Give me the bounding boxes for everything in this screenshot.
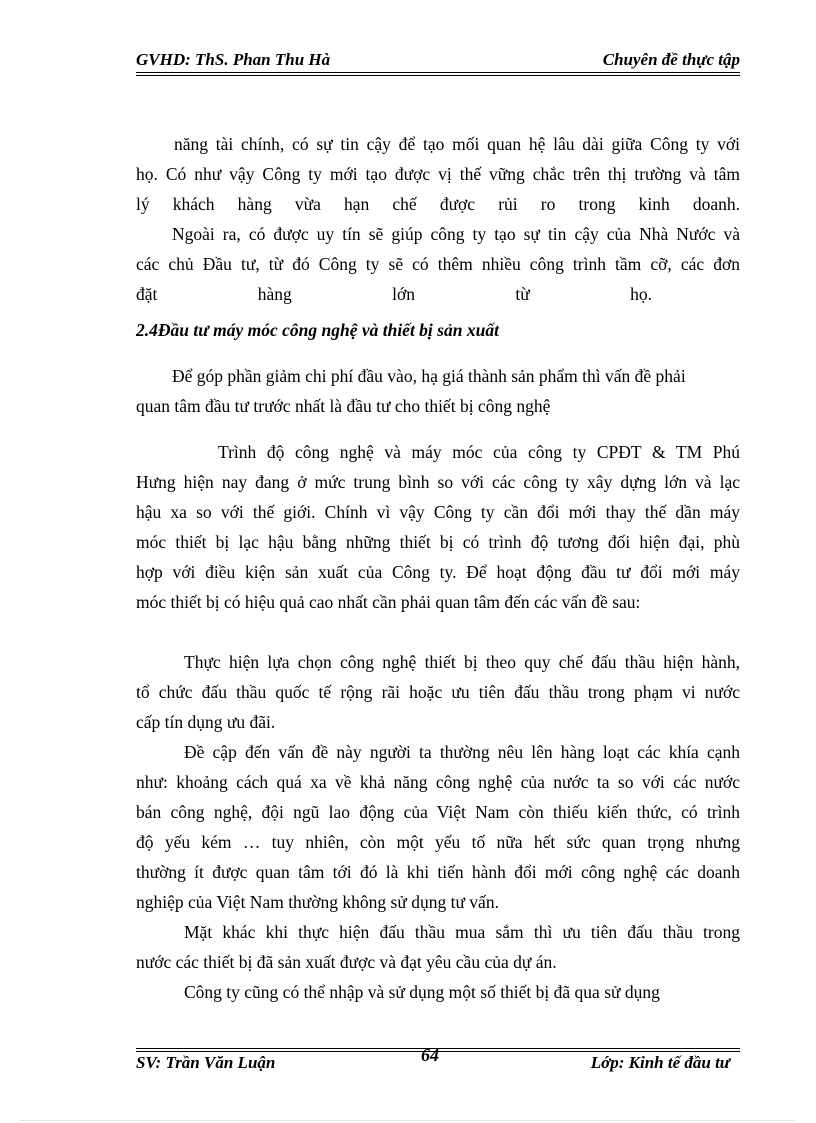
text-line: độ yếu kém … tuy nhiên, còn một yếu tố nữa hết sức quan trọng nhưng: [136, 832, 740, 852]
text-line: cấp tín dụng ưu đãi.: [136, 712, 276, 732]
text-line: hậu xa so với thế giới. Chính vì vậy Công ty cần đổi mới thay thế dần máy: [136, 502, 740, 522]
text-line: Mặt khác khi thực hiện đấu thầu mua sắm thì ưu tiên đấu thầu trong: [184, 922, 740, 942]
text-line: tổ chức đấu thầu quốc tế rộng rãi hoặc ưu tiên đấu thầu trong phạm vi nước: [136, 682, 740, 702]
page-header: [136, 46, 740, 72]
text-line: nước các thiết bị đã sản xuất được và đạt yêu cầu của dự án.: [136, 952, 557, 972]
text-line: bán công nghệ, đội ngũ lao động của Việt Nam còn thiếu kiến thức, có trình: [136, 802, 740, 822]
text-line: lý khách hàng vừa hạn chế được rủi ro trong kinh doanh.: [136, 194, 740, 214]
text-line: Trình độ công nghệ và máy móc của công ty CPĐT & TM Phú: [218, 442, 740, 462]
text-line: Đề cập đến vấn đề này người ta thường nêu lên hàng loạt các khía cạnh: [184, 742, 740, 762]
text-line: Ngoài ra, có được uy tín sẽ giúp công ty tạo sự tin cậy của Nhà Nước và: [172, 224, 740, 244]
text-line: Hưng hiện nay đang ở mức trung bình so với các công ty xây dựng lớn và lạc: [136, 472, 740, 492]
text-line: quan tâm đầu tư trước nhất là đầu tư cho thiết bị công nghệ: [136, 396, 551, 416]
text-line: thường ít được quan tâm tới đó là khi tiến hành đổi mới công nghệ các doanh: [136, 862, 740, 882]
footer-student: SV: Trần Văn Luận: [136, 1053, 276, 1072]
text-line: như: khoảng cách quá xa về khả năng công nghệ của nước ta so với các nước: [136, 772, 740, 792]
header-rule-2: [136, 75, 740, 76]
footer-class: Lớp: Kinh tế đầu tư: [590, 1053, 730, 1072]
text-line: nghiệp của Việt Nam thường không sử dụng tư vấn.: [136, 892, 499, 912]
page-number: 64: [421, 1045, 439, 1065]
page-bottom-edge: [20, 1120, 796, 1121]
text-line: Để góp phần giảm chi phí đầu vào, hạ giá thành sản phẩm thì vấn đề phải: [172, 366, 686, 386]
section-heading: 2.4Đầu tư máy móc công nghệ và thiết bị sản xuất: [136, 320, 499, 340]
header-instructor: GVHD: ThS. Phan Thu Hà: [136, 50, 331, 69]
text-line: họ. Có như vậy Công ty mới tạo được vị thế vững chắc trên thị trường và tâm: [136, 164, 740, 184]
text-line: móc thiết bị lạc hậu bằng những thiết bị có trình độ tương đối hiện đại, phù: [136, 532, 740, 552]
header-doc-title: Chuyên đề thực tập: [602, 50, 740, 69]
text-line: năng tài chính, có sự tin cậy để tạo mối quan hệ lâu dài giữa Công ty với: [174, 134, 740, 154]
text-line: móc thiết bị có hiệu quả cao nhất cần phải quan tâm đến các vấn đề sau:: [136, 592, 641, 612]
text-line: đặt hàng lớn từ họ.: [136, 284, 652, 304]
text-line: Thực hiện lựa chọn công nghệ thiết bị theo quy chế đấu thầu hiện hành,: [184, 652, 740, 672]
text-line: Công ty cũng có thể nhập và sử dụng một số thiết bị đã qua sử dụng: [184, 982, 660, 1002]
text-line: các chủ Đầu tư, từ đó Công ty sẽ có thêm nhiều công trình tầm cỡ, các đơn: [136, 254, 740, 274]
header-rule: [136, 72, 740, 73]
text-line: hợp với điều kiện sản xuất của Công ty. Để hoạt động đầu tư đổi mới máy: [136, 562, 740, 582]
